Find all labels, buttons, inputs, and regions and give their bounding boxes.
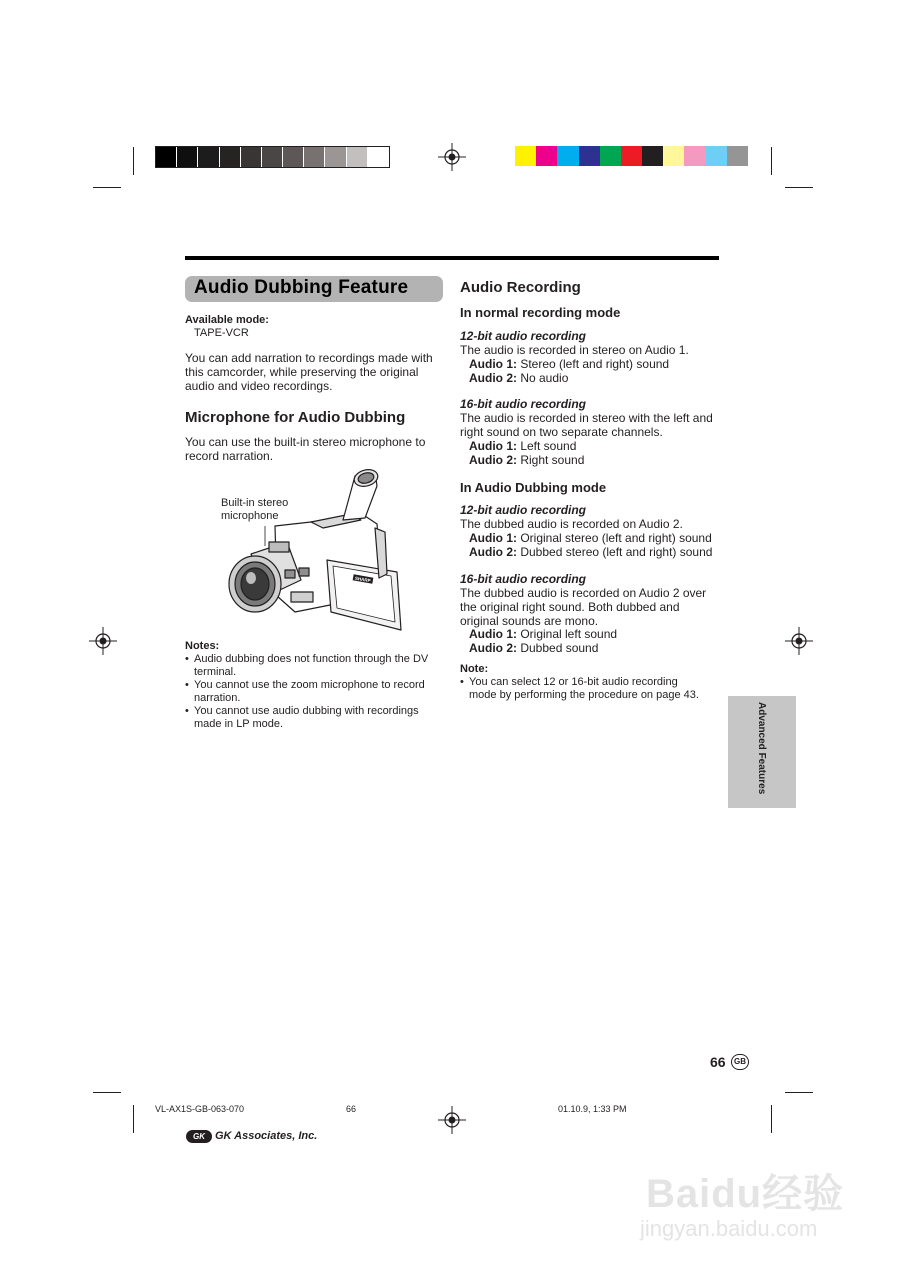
color-swatch [325, 147, 345, 167]
color-swatch [536, 146, 557, 166]
baidu-watermark-url: jingyan.baidu.com [640, 1216, 818, 1241]
note-line: You cannot use the zoom microphone to record [194, 679, 425, 691]
color-swatch [347, 147, 367, 167]
color-swatch [557, 146, 578, 166]
dub-12bit-desc: The dubbed audio is recorded on Audio 2. [460, 517, 683, 531]
audio2-label: Audio 2: [469, 545, 517, 559]
callout-line: microphone [221, 510, 279, 522]
color-swatch [368, 147, 388, 167]
dub-16bit-desc: the original right sound. Both dubbed and [460, 600, 680, 614]
color-swatch [177, 147, 197, 167]
baidu-watermark-logo: Baidu经验 [646, 1172, 845, 1216]
dub-16bit-label: 16-bit audio recording [460, 572, 587, 586]
note-label: Note: [460, 663, 489, 675]
callout-line: Built-in stereo [221, 497, 289, 509]
camcorder-brand-label: SHARP [354, 575, 371, 584]
page-title-box [185, 276, 443, 302]
audio1-value: Original stereo (left and right) sound [517, 531, 712, 545]
color-swatch [642, 146, 663, 166]
audio1-label: Audio 1: [469, 531, 517, 545]
note-line: narration. [194, 691, 241, 704]
intro-line: audio and video recordings. [185, 379, 333, 393]
bullet-icon: • [185, 679, 189, 691]
process-color-bar [515, 146, 748, 166]
gk-associates: GK Associates, Inc. [215, 1130, 318, 1142]
normal-12bit-audio1 [469, 358, 669, 372]
note-line: You cannot use audio dubbing with recordings [194, 705, 419, 717]
mic-line: You can use the built-in stereo microphone to [185, 435, 426, 449]
color-swatch [663, 146, 684, 166]
audio1-value: Left sound [517, 439, 577, 453]
normal-12bit-label: 12-bit audio recording [460, 329, 587, 343]
audio2-value: Dubbed stereo (left and right) sound [517, 545, 713, 559]
footer-date: 01.10.9, 1:33 PM [558, 1104, 627, 1114]
color-swatch [220, 147, 240, 167]
normal-16bit-audio1 [469, 440, 576, 454]
color-swatch [515, 146, 536, 166]
page-title: Audio Dubbing Feature [194, 277, 409, 298]
note-line: made in LP mode. [194, 717, 284, 730]
page-number: 66 [710, 1054, 726, 1070]
camcorder-icon [215, 462, 415, 634]
color-swatch [621, 146, 642, 166]
audio2-value: Right sound [517, 453, 585, 467]
audio2-value: Dubbed sound [517, 641, 599, 655]
dubbing-mode-heading: In Audio Dubbing mode [460, 480, 607, 495]
color-swatch [684, 146, 705, 166]
bullet-icon: • [185, 705, 189, 717]
section-tab [728, 696, 796, 808]
color-swatch [283, 147, 303, 167]
registration-mark-right-icon [785, 627, 813, 655]
dub-16bit-audio2 [469, 642, 598, 656]
color-swatch [198, 147, 218, 167]
intro-line: You can add narration to recordings made with [185, 351, 433, 365]
audio1-value: Original left sound [517, 627, 618, 641]
note-line: Audio dubbing does not function through the DV [194, 653, 429, 665]
note-line: You can select 12 or 16-bit audio recording [469, 676, 678, 688]
dub-16bit-audio1 [469, 628, 617, 642]
note-line: terminal. [194, 665, 237, 678]
normal-16bit-audio2 [469, 454, 584, 468]
audio1-label: Audio 1: [469, 627, 517, 641]
normal-16bit-desc: The audio is recorded in stereo with the left and [460, 411, 713, 425]
color-swatch [600, 146, 621, 166]
header-rule [185, 256, 719, 260]
color-swatch [579, 146, 600, 166]
dub-16bit-desc: The dubbed audio is recorded on Audio 2 over [460, 586, 707, 600]
dub-12bit-audio2 [469, 546, 712, 560]
gk-logo-icon: GK [186, 1130, 212, 1143]
mic-heading: Microphone for Audio Dubbing [185, 409, 406, 426]
audio1-label: Audio 1: [469, 357, 517, 371]
audio2-value: No audio [517, 371, 569, 385]
grayscale-color-bar [155, 146, 390, 168]
dub-16bit-desc: original sounds are mono. [460, 614, 599, 628]
color-swatch [727, 146, 748, 166]
audio2-label: Audio 2: [469, 453, 517, 467]
footer-page: 66 [346, 1104, 357, 1114]
audio1-value: Stereo (left and right) sound [517, 357, 670, 371]
available-mode-label: Available mode: [185, 314, 269, 326]
normal-12bit-desc: The audio is recorded in stereo on Audio 1. [460, 343, 689, 357]
note-line: mode by performing the procedure on page 43. [469, 688, 699, 701]
section-tab-label: Advanced Features [756, 702, 767, 795]
bullet-icon: • [185, 653, 189, 665]
color-swatch [156, 147, 176, 167]
normal-16bit-desc: right sound on two separate channels. [460, 425, 663, 439]
normal-mode-heading: In normal recording mode [460, 305, 621, 320]
intro-line: this camcorder, while preserving the original [185, 365, 419, 379]
registration-mark-left-icon [89, 627, 117, 655]
dub-12bit-label: 12-bit audio recording [460, 503, 587, 517]
color-swatch [706, 146, 727, 166]
color-swatch [241, 147, 261, 167]
registration-mark-top-icon [438, 143, 466, 171]
audio2-label: Audio 2: [469, 641, 517, 655]
footer-file: VL-AX1S-GB-063-070 [155, 1104, 245, 1114]
registration-mark-bottom-icon [438, 1106, 466, 1134]
bullet-icon: • [460, 676, 464, 688]
region-badge: GB [731, 1054, 749, 1070]
color-swatch [262, 147, 282, 167]
dub-12bit-audio1 [469, 532, 712, 546]
mic-line: record narration. [185, 449, 274, 463]
notes-label: Notes: [185, 640, 220, 652]
camcorder-illustration [215, 462, 415, 634]
available-mode-value: TAPE-VCR [194, 327, 249, 339]
audio1-label: Audio 1: [469, 439, 517, 453]
audio2-label: Audio 2: [469, 371, 517, 385]
normal-12bit-audio2 [469, 372, 568, 386]
color-swatch [304, 147, 324, 167]
audio-recording-heading: Audio Recording [460, 279, 581, 296]
normal-16bit-label: 16-bit audio recording [460, 397, 587, 411]
